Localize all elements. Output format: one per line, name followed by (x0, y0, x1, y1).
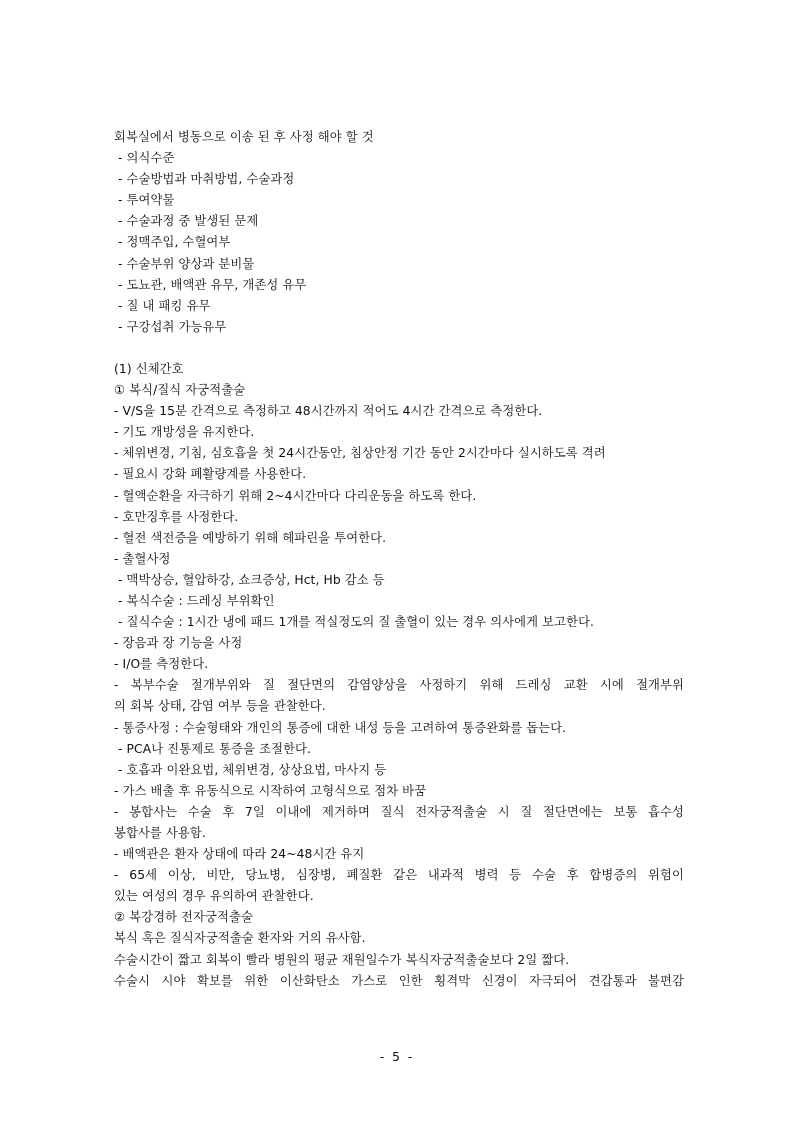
body-subline: - 질식수술 : 1시간 냉에 패드 1개를 적실정도의 질 출혈이 있는 경우 의사에게 보고한다. (118, 615, 595, 630)
body-line: - 출혈사정 (114, 551, 171, 566)
checklist-item: - 질 내 패킹 유무 (118, 298, 211, 313)
checklist-heading: 회복실에서 병동으로 이송 된 후 사정 해야 할 것 (114, 130, 374, 144)
body-line: - 가스 배출 후 유동식으로 시작하여 고형식으로 점차 바꿈 (114, 783, 427, 798)
body-line: - 체위변경, 기침, 심호흡을 첫 24시간동안, 침상안정 기간 동안 2시간마다 실시하도록 격려 (114, 446, 606, 461)
body-subline: - 복식수술 : 드레싱 부위확인 (118, 593, 275, 608)
document-body (114, 127, 684, 992)
subsection-heading: ② 복강경하 전자궁적출술 (114, 910, 253, 925)
body-line: - 통증사정 : 수술형태와 개인의 통증에 대한 내성 등을 고려하여 통증완화를 돕는다. (114, 720, 567, 735)
subsection-heading: ① 복식/질식 자궁적출술 (114, 383, 246, 398)
body-line: - I/O를 측정한다. (114, 657, 209, 672)
body-line: - V/S을 15분 간격으로 측정하고 48시간까지 적어도 4시간 간격으로 측정한다. (114, 404, 543, 419)
checklist-item: - 정맥주입, 수혈여부 (118, 235, 231, 250)
body-line: - 호만징후를 사정한다. (114, 509, 239, 524)
body-line: 봉합사를 사용함. (114, 826, 206, 840)
checklist-item: - 수술부위 양상과 분비물 (118, 256, 255, 271)
spacer (114, 338, 684, 359)
body-subline: - 맥박상승, 혈압하강, 쇼크증상, Hct, Hb 감소 등 (118, 572, 385, 587)
body-line: 수술시 시야 확보를 위한 이산화탄소 가스로 인한 횡격막 신경이 자극되어 견갑통과 불편감 (114, 973, 684, 988)
body-line: 있는 여성의 경우 유의하여 관찰한다. (114, 889, 314, 904)
body-line: - 복부수술 절개부위와 질 절단면의 감염양상을 사정하기 위해 드레싱 교환 시에 절개부위 (114, 678, 684, 693)
checklist-item: - 구강섭취 가능유무 (118, 319, 227, 334)
body-line: 수술시간이 짧고 회복이 빨라 병원의 평균 재원일수가 복식자궁적출술보다 2일 짧다. (114, 952, 570, 967)
checklist-item: - 수술과정 중 발생된 문제 (118, 214, 259, 229)
checklist-item: - 투여약물 (118, 193, 175, 208)
body-line: - 혈액순환을 자극하기 위해 2~4시간마다 다리운동을 하도록 한다. (114, 488, 477, 503)
body-line: 의 회복 상태, 감염 여부 등을 관찰한다. (114, 699, 326, 714)
body-line: 복식 혹은 질식자궁적출술 환자와 거의 유사함. (114, 931, 366, 946)
checklist-item: - 수술방법과 마취방법, 수술과정 (118, 172, 295, 187)
body-line: - 필요시 강화 폐활량계를 사용한다. (114, 467, 307, 482)
page-number: - 5 - (379, 1050, 415, 1064)
body-subline: - 호흡과 이완요법, 체위변경, 상상요법, 마사지 등 (118, 762, 387, 777)
body-subline: - PCA나 진통제로 통증을 조절한다. (118, 741, 312, 756)
section-heading: (1) 신체간호 (114, 361, 184, 376)
body-line: - 봉합사는 수술 후 7일 이내에 제거하며 질식 전자궁적출술 시 질 절단면에는 보통 흡수성 (114, 804, 684, 819)
body-line: - 혈전 색전증을 예방하기 위해 헤파린을 투여한다. (114, 530, 387, 545)
body-line: - 기도 개방성을 유지한다. (114, 425, 255, 440)
body-line: - 배액관은 환자 상태에 따라 24~48시간 유지 (114, 847, 365, 862)
body-line: - 장음과 장 기능을 사정 (114, 636, 243, 651)
body-line: - 65세 이상, 비만, 당뇨병, 심장병, 폐질환 같은 내과적 병력 등 수술 후 합병증의 위험이 (114, 868, 684, 883)
checklist-item: - 의식수준 (118, 151, 175, 166)
checklist-item: - 도뇨관, 배액관 유무, 개존성 유무 (118, 277, 307, 292)
